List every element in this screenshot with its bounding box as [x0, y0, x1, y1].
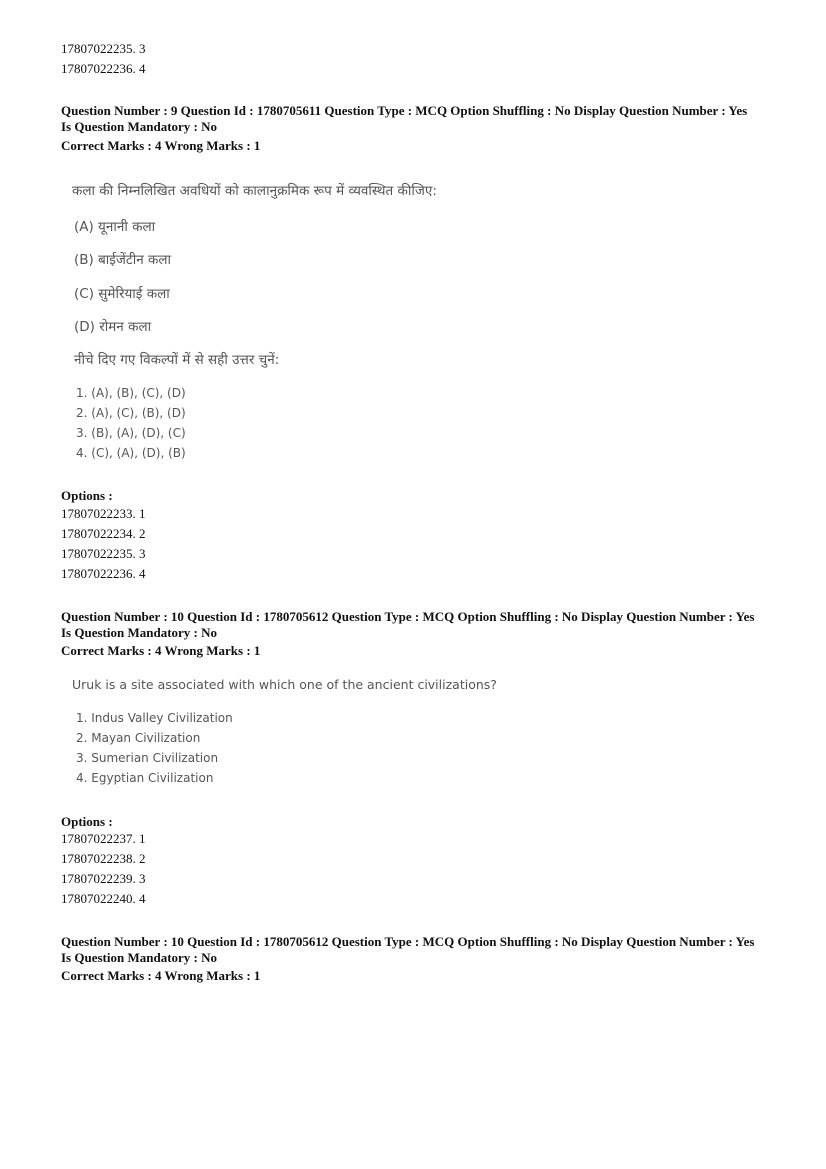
option-line: 17807022240. 4 [61, 891, 146, 906]
answer-choice: 3. (B), (A), (D), (C) [76, 426, 186, 440]
question-mandatory: Is Question Mandatory : No [61, 950, 218, 965]
option-line: 17807022236. 4 [61, 566, 146, 581]
question-item: (D) रोमन कला [74, 319, 152, 335]
option-line: 17807022235. 3 [61, 41, 146, 56]
answer-choice: 1. Indus Valley Civilization [76, 711, 233, 725]
options-label: Options : [61, 814, 113, 829]
question-mandatory: Is Question Mandatory : No [61, 625, 218, 640]
question-header: Question Number : 10 Question Id : 1780705612 Question Type : MCQ Option Shuffling : No Display Question Number : Yes [61, 609, 755, 624]
answer-choice: 4. Egyptian Civilization [76, 771, 214, 785]
option-line: 17807022235. 3 [61, 546, 146, 561]
option-line: 17807022238. 2 [61, 851, 146, 866]
answer-choice: 2. Mayan Civilization [76, 731, 201, 745]
question-item: (B) बाईजेंटीन कला [74, 252, 172, 268]
question-mandatory: Is Question Mandatory : No [61, 119, 218, 134]
question-marks: Correct Marks : 4 Wrong Marks : 1 [61, 643, 261, 658]
option-line: 17807022236. 4 [61, 61, 146, 76]
answer-choice: 1. (A), (B), (C), (D) [76, 386, 186, 400]
question-item: (C) सुमेरियाई कला [74, 286, 170, 302]
option-line: 17807022234. 2 [61, 526, 146, 541]
option-line: 17807022233. 1 [61, 506, 146, 521]
option-line: 17807022237. 1 [61, 831, 146, 846]
question-item: (A) यूनानी कला [74, 219, 156, 235]
answer-choice: 3. Sumerian Civilization [76, 751, 219, 765]
question-header: Question Number : 9 Question Id : 1780705611 Question Type : MCQ Option Shuffling : No Display Question Number : Yes [61, 103, 748, 118]
answer-choice: 4. (C), (A), (D), (B) [76, 446, 186, 460]
answer-choice: 2. (A), (C), (B), (D) [76, 406, 186, 420]
option-line: 17807022239. 3 [61, 871, 146, 886]
question-text: Uruk is a site associated with which one of the ancient civilizations? [72, 677, 497, 692]
options-label: Options : [61, 488, 113, 503]
question-text: कला की निम्नलिखित अवधियों को कालानुक्रमिक रूप में व्यवस्थित कीजिए: [72, 183, 437, 199]
question-instruction: नीचे दिए गए विकल्पों में से सही उत्तर चुनें: [74, 352, 280, 368]
question-marks: Correct Marks : 4 Wrong Marks : 1 [61, 968, 261, 983]
question-marks: Correct Marks : 4 Wrong Marks : 1 [61, 138, 261, 153]
question-header: Question Number : 10 Question Id : 1780705612 Question Type : MCQ Option Shuffling : No Display Question Number : Yes [61, 934, 755, 949]
